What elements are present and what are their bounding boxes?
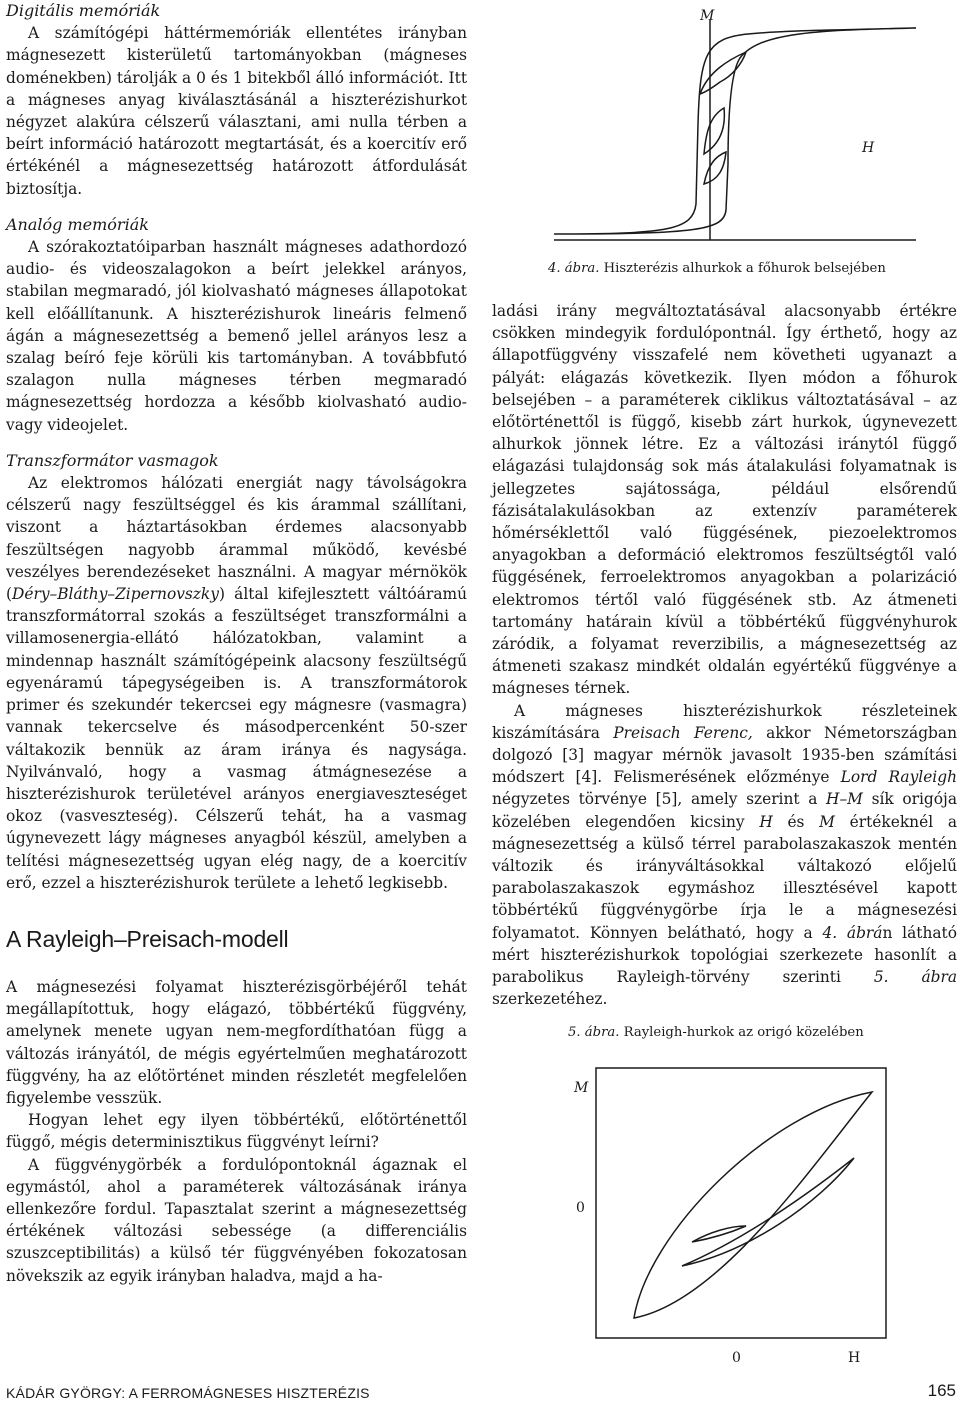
right-column (492, 300, 957, 1011)
figure-5-caption: 5. ábra. Rayleigh-hurkok az origó közelében (568, 1025, 864, 1040)
section-heading-rayleigh-preisach: A Rayleigh–Preisach-modell (6, 925, 289, 952)
major-loop (554, 28, 916, 234)
rayleigh-loop-medium (682, 1158, 854, 1266)
paragraph-model-3: A függvénygörbék a fordulópontoknál ágaznak el egymástól, ahol a paraméterek változásának iránya ellenkezőre fordul. Tapasztalat szerint a mágnesezettség értékének változási sebessége (a differenciális szuszceptibilitás) a külső tér függvényében fokozatosan növekszik az egyik irányban haladva, majd a ha- (6, 1155, 467, 1285)
engineer-names: Déry–Bláthy–Zipernovszky (12, 585, 219, 604)
figure-4-m-label: M (700, 8, 715, 24)
figure-5-zero-y: 0 (576, 1200, 585, 1216)
running-footer: KÁDÁR GYÖRGY: A FERROMÁGNESES HISZTERÉZIS (6, 1385, 370, 1401)
figure-4 (548, 4, 948, 278)
figure-5-zero-x: 0 (732, 1350, 741, 1366)
left-column (6, 0, 467, 1287)
section-title-digital: Digitális memóriák (6, 1, 161, 20)
section-title-transformer: Transzformátor vasmagok (6, 450, 219, 470)
figure-5 (568, 1024, 898, 1364)
paragraph-preisach: A mágneses hiszterézishurkok részleteinek kiszámítására Preisach Ferenc, akkor Németországban dolgozó [3] magyar mérnök javasolt 1935-ben számítási módszert [4]. Felismerésének előzménye Lord Rayleigh négyzetes törvénye [5], amely szerint a H–M sík origója közelében elegendően kicsiny H és M értékeknél a mágnesezettség a külső térrel parabolaszakaszok mentén változik és irányváltásokkal váltakozó előjelű parabolaszakaszok egymáshoz illesztésével kapott többértékű függvénygörbe írja le a mágnesezési folyamatot. Könnyen belátható, hogy a 4. ábrán látható mért hiszterézishurkok topológiai szerkezete hasonlít a parabolikus Rayleigh-törvény szerinti 5. ábra szerkezetéhez. (492, 701, 958, 1009)
figure-5-rayleigh-plot (568, 1042, 898, 1372)
paragraph-model-2: Hogyan lehet egy ilyen többértékű, előtörténettől függő, mégis determinisztikus függvényt leírni? (6, 1111, 467, 1152)
rayleigh-loop-small (692, 1226, 746, 1242)
subloop-2 (704, 108, 724, 154)
section-title-analog: Analóg memóriák (6, 214, 149, 234)
figure-4-h-label: H (862, 140, 875, 156)
paragraph-analog: A szórakoztatóiparban használt mágneses adathordozó audio- és videoszalagokon a beírt jelekkel arányos, stabilan megmaradó, jól kiolvasható mágneses állapotokat kell előállítanunk. A hiszterézishurok lineáris felmenő ágán a mágnesezettség a bemenő jellel arányos lesz a szalag beíró feje körüli kis tartományban. A továbbfutó szalagon nulla mágneses térben megmaradó mágnesezettség hordozza a később kiolvasható audio- vagy videojelet. (6, 238, 467, 434)
subloop-3 (704, 152, 726, 184)
figure-4-hysteresis-plot (548, 4, 948, 244)
paragraph-digital: A számítógépi háttérmemóriák ellentétes irányban mágnesezett kisterületű tartományokban (mágneses doménekben) tárolják a 0 és 1 bitekből álló információt. Itt a mágneses anyag kiválasztásánál a hiszterézishurkot négyzet alakúra célszerű választani, ami nulla térben a beírt információ határozott megtartását, és a koercitív erő értékénél a mágnesezettség határozott átfordulását biztosítja. (6, 24, 467, 198)
figure-4-caption: 4. ábra. Hiszterézis alhurkok a főhurok belsejében (548, 261, 886, 276)
figure-5-m-label: M (574, 1080, 589, 1096)
rayleigh-loop-large (634, 1092, 872, 1318)
paragraph-branching: ladási irány megváltoztatásával alacsonyabb értékre csökken mindegyik fordulópontnál. Így érthető, hogy az állapotfüggvény visszafelé nem követheti ugyanazt a pályát: elágazás következik. Ilyen módon a főhurok belsejében – a paraméterek ciklikus változtatásával – az előtörténettől is függő, kisebb zárt hurkok, úgynevezett alhurkok jönnek létre. Ez a változási iránytól függő elágazási tulajdonság sok más átalakulási folyamatnak is jellegzetes sajátossága, például elsőrendű fázisátalakulásokban az extenzív paraméterek hőmérséklettől való függésének, piezoelektromos anyagokban a deformáció elektromos feszültségtől való függésének, ferroelektromos anyagokban a polarizáció elektromos tértől való függésének stb. Az átmeneti tartomány határain kívül a többértékű függvényhurok záródik, a folyamat reverzibilis, a mágnesezettség az átmeneti szakasz mindkét oldalán egyértékű függvénye a mágneses térnek. (492, 302, 957, 698)
paragraph-model-1: A mágnesezési folyamat hiszterézisgörbéjéről tehát megállapítottuk, hogy elágazó, többértékű függvény, amelynek menete ugyan nem-megfordíthatóan függ a változás irányától, de mégis egyértelműen meghatározott függvény, ha az előtörténet minden részletét megfelelően figyelembe vesszük. (6, 977, 467, 1107)
paragraph-transformer: Az elektromos hálózati energiát nagy távolságokra célszerű nagy feszültséggel és kis árammal szállítani, viszont a háztartásokban érdemes alacsonyabb feszültségen nagyobb árammal működő, kevésbé veszélyes berendezéseket használni. A magyar mérnökök (Déry–Bláthy–Zipernovszky) által kifejlesztett váltóáramú transzformátorral szokás a feszültséget transzformálni a villamosenergia-ellátó hálózatokban, valamint a mindennap használt számítógépeink alacsony feszültségű egyenáramú tápegységeiben is. A transzformátorok primer és szekundér tekercsei egy mágnesre (vasmagra) vannak tekercselve és másodpercenként 50-szer váltakozik bennük az áram iránya és nagysága. Nyilvánvaló, hogy a vasmag átmágnesezése a hiszterézishurok területével arányos energiaveszteséget okoz (vasveszteség). Célszerű tehát, ha a vasmag úgynevezett lágy mágneses anyagból készül, amelyben a telítési mágnesezettség ugyan elég nagy, de a koercitív erő, ezzel a hiszterézishurok területe a lehető legkisebb. (6, 474, 467, 892)
figure-5-h-label: H (848, 1350, 861, 1366)
page-number: 165 (927, 1381, 956, 1400)
